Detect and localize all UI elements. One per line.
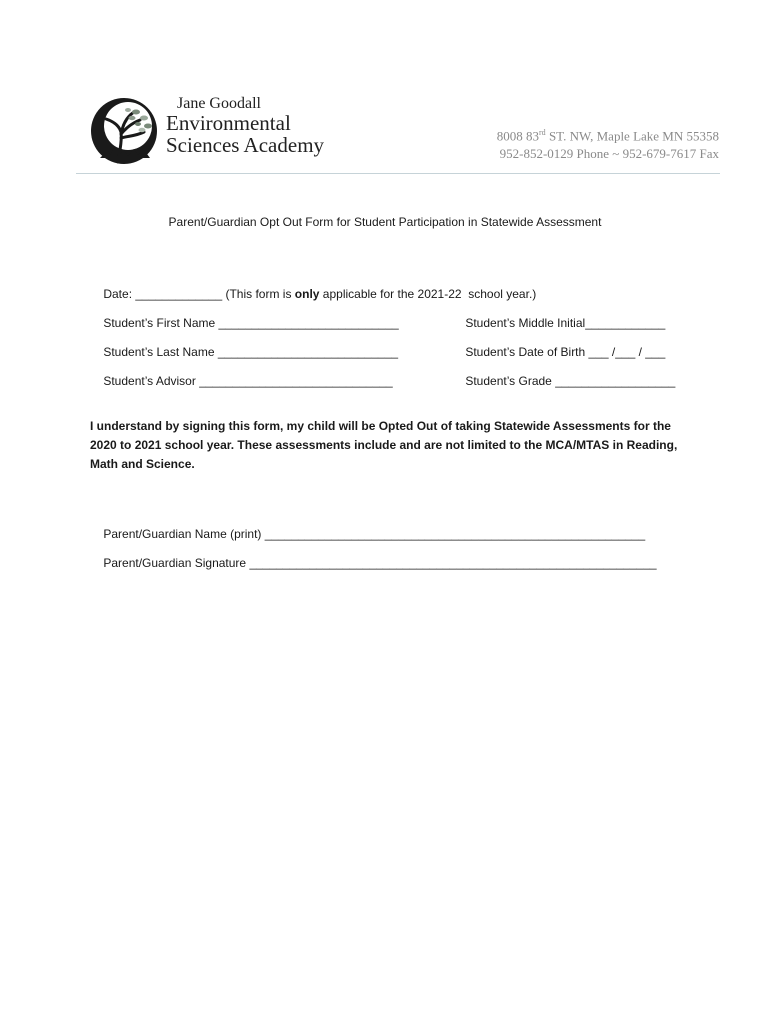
date-of-birth-label: Student’s Date of Birth xyxy=(465,345,589,359)
grade-blank[interactable]: __________________ xyxy=(555,374,676,388)
grade-label: Student’s Grade xyxy=(465,374,556,388)
address-number: 8008 83 xyxy=(496,128,540,144)
date-label: Date: xyxy=(103,287,136,301)
school-logo xyxy=(88,90,348,174)
last-name-blank[interactable]: ___________________________ xyxy=(217,345,399,359)
address-suffix: rd xyxy=(539,128,546,137)
guardian-name-label: Parent/Guardian Name (print) xyxy=(103,527,265,541)
advisor-field xyxy=(90,360,393,402)
logo-line-1: Jane Goodall xyxy=(177,95,261,112)
date-note-emphasis: only xyxy=(294,287,320,301)
date-note: (This form is xyxy=(222,287,295,301)
opt-out-statement: I understand by signing this form, my child will be Opted Out of taking Statewide Assessments for the 2020 to 2021 school year. These assessments include and are not limited to the MCA/MTAS in Reading, Math and Science. xyxy=(90,419,678,471)
first-name-label: Student’s First Name xyxy=(103,316,219,330)
logo-line-3: Sciences Academy xyxy=(166,133,325,157)
advisor-blank[interactable]: _____________________________ xyxy=(199,374,393,388)
address-street: ST. NW, Maple Lake MN 55358 xyxy=(545,128,719,144)
date-blank[interactable]: _____________ xyxy=(135,287,223,301)
form-title: Parent/Guardian Opt Out Form for Student Participation in Statewide Assessment xyxy=(168,215,602,229)
address-line xyxy=(497,124,719,145)
header-divider xyxy=(76,173,720,174)
first-name-blank[interactable]: ___________________________ xyxy=(218,316,399,330)
middle-initial-blank[interactable]: ____________ xyxy=(585,316,666,330)
last-name-label: Student’s Last Name xyxy=(103,345,218,359)
advisor-label: Student’s Advisor xyxy=(103,374,200,388)
grade-field xyxy=(452,360,675,402)
date-note-end: applicable for the 2021-22 school year.) xyxy=(319,287,537,301)
phone-fax-line: 952-852-0129 Phone ~ 952-679-7617 Fax xyxy=(499,146,719,162)
logo-wordmark xyxy=(166,96,324,156)
guardian-signature-field xyxy=(90,542,657,584)
tree-logo-icon xyxy=(88,92,160,170)
contact-block xyxy=(497,124,719,163)
guardian-signature-label: Parent/Guardian Signature xyxy=(103,556,250,570)
logo-line-2: Environmental xyxy=(166,111,291,135)
middle-initial-label: Student’s Middle Initial xyxy=(465,316,586,330)
guardian-name-blank[interactable]: _________________________________________________________ xyxy=(264,527,646,541)
date-of-birth-blank[interactable]: ___ /___ / ___ xyxy=(588,345,666,359)
guardian-signature-blank[interactable]: _____________________________________________________________ xyxy=(249,556,657,570)
